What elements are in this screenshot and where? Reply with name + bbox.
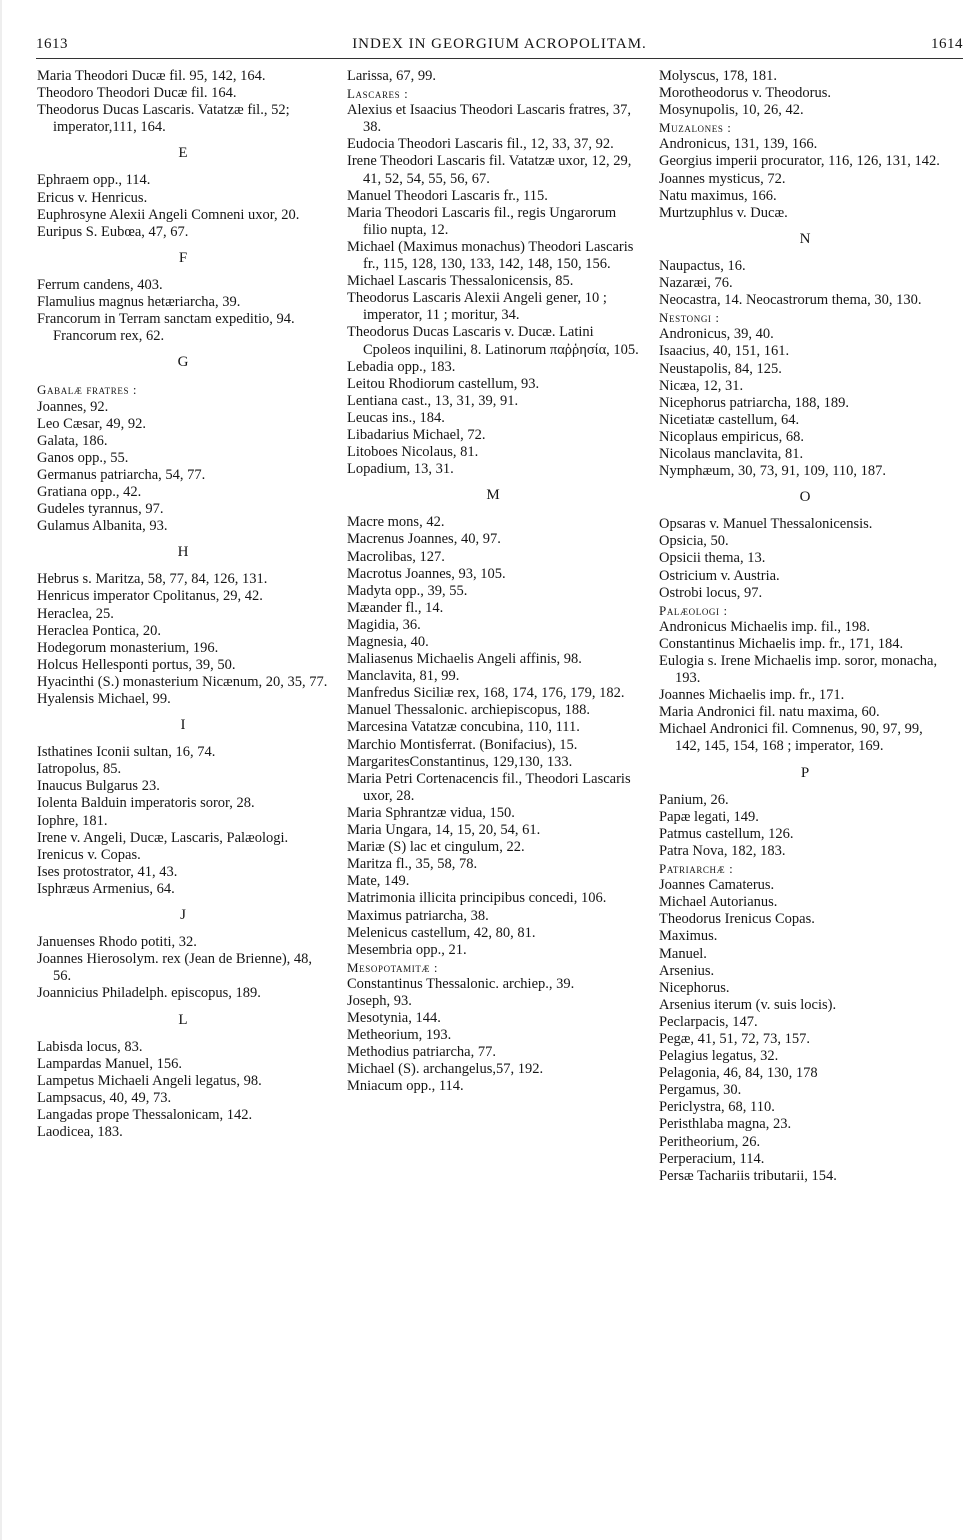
index-entry: Macrotus Joannes, 93, 105.	[347, 565, 506, 582]
index-entry: Persæ Tachariis tributarii, 154.	[659, 1167, 837, 1184]
index-entry: Panium, 26.	[659, 791, 729, 808]
index-entry: Georgius imperii procurator, 116, 126, 131, 142.	[659, 153, 940, 170]
index-entry: Pelagius legatus, 32.	[659, 1048, 779, 1065]
index-entry: Michael (Maximus monachus) Theodori Lascaris fr., 115, 128, 130, 133, 142, 148, 150, 156.	[347, 238, 634, 273]
index-entry: Opsicia, 50.	[659, 533, 729, 550]
index-entry: Manfredus Siciliæ rex, 168, 174, 176, 179, 182.	[347, 685, 625, 702]
index-entry: Joannes Michaelis imp. fr., 171.	[659, 687, 845, 704]
index-entry: Theodorus Ducas Lascaris. Vatatzæ fil., 52; imperator,111, 164.	[37, 102, 290, 136]
index-entry: Irene Theodori Lascaris fil. Vatatzæ uxor, 12, 29, 41, 52, 54, 55, 56, 67.	[347, 153, 632, 187]
index-entry: Holcus Hellesponti portus, 39, 50.	[37, 656, 236, 673]
index-entry: Hebrus s. Maritza, 58, 77, 84, 126, 131.	[37, 571, 268, 588]
index-entry: Arsenius iterum (v. suis locis).	[659, 996, 837, 1013]
index-entry: Joannes, 92.	[37, 398, 109, 415]
index-entry: Mariæ (S) lac et cingulum, 22.	[347, 839, 525, 856]
index-entry: Lampardas Manuel, 156.	[37, 1055, 182, 1072]
index-entry: Isthatines Iconii sultan, 16, 74.	[37, 744, 216, 761]
index-entry: Alexius et Isaacius Theodori Lascaris fratres, 37, 38.	[347, 102, 631, 136]
index-entry: Isphræus Armenius, 64.	[37, 880, 175, 897]
index-entry: Lampsacus, 40, 49, 73.	[37, 1089, 172, 1106]
index-entry: Michael Autorianus.	[659, 894, 778, 911]
index-entry: Larissa, 67, 99.	[347, 68, 436, 84]
left-page-number: 1613	[36, 36, 68, 52]
index-entry: Mosynupolis, 10, 26, 42.	[659, 102, 804, 119]
index-entry: Leo Cæsar, 49, 92.	[37, 415, 146, 432]
index-entry: Joannes Camaterus.	[659, 877, 775, 894]
family-group-heading: Nestongi :	[659, 310, 720, 326]
index-entry: Opsaras v. Manuel Thessalonicensis.	[659, 516, 873, 533]
index-entry: Nicolaus manclavita, 81.	[659, 445, 804, 462]
index-entry: Galata, 186.	[37, 432, 108, 449]
index-entry: Iolenta Balduin imperatoris soror, 28.	[37, 795, 255, 812]
index-entry: Iatropolus, 85.	[37, 761, 122, 778]
letter-heading: J	[180, 907, 186, 924]
index-entry: Maria Theodori Lascaris fil., regis Ungarorum filio nupta, 12.	[347, 204, 617, 238]
index-entry: Theodorus Irenicus Copas.	[659, 911, 815, 928]
index-entry: Ericus v. Henricus.	[37, 189, 148, 206]
index-entry: Mesembria opp., 21.	[347, 941, 467, 958]
index-entry: Irene v. Angeli, Ducæ, Lascaris, Palæologi.	[37, 829, 289, 846]
letter-heading: N	[799, 230, 811, 247]
letter-heading: M	[486, 487, 500, 504]
index-entry: Maximus.	[659, 928, 718, 945]
index-entry: Leucas ins., 184.	[347, 409, 445, 426]
index-entry: Matrimonia illicita principibus concedi, 106.	[347, 890, 607, 907]
index-entry: Maria Theodori Ducæ fil. 95, 142, 164.	[37, 68, 266, 84]
index-entry: Heraclea, 25.	[37, 605, 114, 622]
index-entry: Joannes mysticus, 72.	[659, 170, 786, 187]
index-entry: Murtzuphlus v. Ducæ.	[659, 204, 788, 221]
index-entry: Andronicus, 39, 40.	[659, 326, 774, 343]
index-entry: Francorum in Terram sanctam expeditio, 94. Francorum rex, 62.	[37, 311, 295, 345]
index-entry: Nicetiatæ castellum, 64.	[659, 411, 800, 428]
letter-heading: H	[177, 544, 189, 561]
index-entry: Nymphæum, 30, 73, 91, 109, 110, 187.	[659, 463, 887, 480]
index-entry: Marchio Montisferrat. (Bonifacius), 15.	[347, 736, 578, 753]
index-entry: Inaucus Bulgarus 23.	[37, 778, 160, 795]
index-column-2	[347, 68, 639, 1096]
index-entry: Ostrobi locus, 97.	[659, 584, 763, 601]
index-entry: Lampetus Michaeli Angeli legatus, 98.	[37, 1072, 262, 1089]
index-entry: Arsenius.	[659, 962, 715, 979]
index-entry: Morotheodorus v. Theodorus.	[659, 85, 831, 102]
index-entry: Nicephorus patriarcha, 188, 189.	[659, 394, 850, 411]
index-entry: Theodoro Theodori Ducæ fil. 164.	[37, 85, 237, 102]
index-entry: Isaacius, 40, 151, 161.	[659, 343, 790, 360]
index-entry: Labisda locus, 83.	[37, 1038, 143, 1055]
letter-heading: E	[178, 145, 188, 162]
index-entry: Natu maximus, 166.	[659, 187, 777, 204]
family-group-heading: Gabalæ fratres :	[37, 382, 138, 398]
index-entry: Nicoplaus empiricus, 68.	[659, 428, 804, 445]
index-entry: Germanus patriarcha, 54, 77.	[37, 466, 206, 483]
index-entry: Hyalensis Michael, 99.	[37, 691, 171, 707]
index-entry: Laodicea, 183.	[37, 1124, 123, 1141]
index-entry: Theodorus Lascaris Alexii Angeli gener, 10 ; imperator, 11 ; moritur, 34.	[347, 290, 607, 324]
index-entry: Magidia, 36.	[347, 616, 421, 633]
right-page-number: 1614	[931, 36, 963, 52]
letter-heading: L	[178, 1011, 188, 1028]
index-entry: Andronicus, 131, 139, 166.	[659, 136, 818, 153]
family-group-heading: Mesopotamitæ :	[347, 959, 439, 975]
index-entry: Lopadium, 13, 31.	[347, 461, 454, 478]
index-entry: Gratiana opp., 42.	[37, 483, 142, 500]
family-group-heading: Muzalones :	[659, 120, 732, 136]
index-column-1	[37, 68, 329, 1141]
index-entry: Macrolibas, 127.	[347, 548, 445, 565]
index-entry: Mate, 149.	[347, 873, 410, 890]
header-rule	[36, 58, 963, 59]
index-entry: Andronicus Michaelis imp. fil., 198.	[659, 618, 871, 635]
index-entry: Heraclea Pontica, 20.	[37, 622, 162, 639]
index-entry: Theodorus Ducas Lascaris v. Ducæ. Latini Cpoleos inquilini, 8. Latinorum παῤῥησία, 105.	[347, 324, 639, 358]
letter-heading: I	[180, 717, 186, 734]
index-entry: Papæ legati, 149.	[659, 808, 759, 825]
page-edge	[0, 0, 2, 1540]
index-entry: Nicæa, 12, 31.	[659, 377, 744, 394]
index-entry: Gulamus Albanita, 93.	[37, 518, 168, 535]
index-entry: Peristhlaba magna, 23.	[659, 1116, 792, 1133]
index-entry: Nazaræi, 76.	[659, 275, 733, 292]
index-entry: Maritza fl., 35, 58, 78.	[347, 856, 478, 873]
index-entry: Michael (S). archangelus,57, 192.	[347, 1061, 544, 1078]
index-entry: Leitou Rhodiorum castellum, 93.	[347, 375, 540, 392]
index-entry: Michael Andronici fil. Comnenus, 90, 97, 99, 142, 145, 154, 168 ; imperator, 169.	[659, 721, 923, 755]
letter-heading: O	[799, 489, 811, 506]
index-entry: Peritheorium, 26.	[659, 1133, 761, 1150]
index-entry: Ferrum candens, 403.	[37, 276, 163, 293]
index-entry: Periclystra, 68, 110.	[659, 1099, 775, 1116]
index-entry: Lebadia opp., 183.	[347, 358, 456, 375]
index-entry: Michael Lascaris Thessalonicensis, 85.	[347, 273, 574, 290]
index-entry: Magnesia, 40.	[347, 634, 429, 650]
index-entry: Eulogia s. Irene Michaelis imp. soror, monacha, 193.	[659, 653, 938, 687]
running-title: INDEX IN GEORGIUM ACROPOLITAM.	[352, 36, 647, 52]
index-entry: Mesotynia, 144.	[347, 1010, 441, 1027]
family-group-heading: Patriarchæ :	[659, 861, 734, 877]
family-group-heading: Lascares :	[347, 86, 409, 102]
index-entry: Iophre, 181.	[37, 812, 108, 829]
index-entry: Constantinus Thessalonic. archiep., 39.	[347, 975, 575, 992]
index-entry: Manuel.	[659, 945, 707, 962]
index-entry: Ises protostrator, 41, 43.	[37, 863, 178, 880]
index-entry: Maria Petri Cortenacencis fil., Theodori Lascaris uxor, 28.	[347, 770, 631, 804]
index-entry: Manclavita, 81, 99.	[347, 668, 460, 685]
index-entry: Hodegorum monasterium, 196.	[37, 639, 219, 656]
index-entry: Libadarius Michael, 72.	[347, 426, 486, 443]
index-entry: Macre mons, 42.	[347, 514, 445, 531]
index-entry: Maximus patriarcha, 38.	[347, 907, 489, 924]
index-entry: Mniacum opp., 114.	[347, 1078, 464, 1095]
index-entry: MargaritesConstantinus, 129,130, 133.	[347, 753, 573, 770]
index-entry: Maria Andronici fil. natu maxima, 60.	[659, 704, 880, 721]
index-entry: Perperacium, 114.	[659, 1150, 765, 1167]
index-entry: Joannicius Philadelph. episcopus, 189.	[37, 985, 261, 1002]
index-entry: Melenicus castellum, 42, 80, 81.	[347, 924, 536, 941]
index-entry: Patmus castellum, 126.	[659, 825, 794, 842]
index-entry: Litoboes Nicolaus, 81.	[347, 444, 479, 461]
index-entry: Lentiana cast., 13, 31, 39, 91.	[347, 392, 519, 409]
index-entry: Ganos opp., 55.	[37, 449, 129, 466]
index-entry: Joannes Hierosolym. rex (Jean de Brienne), 48, 56.	[37, 951, 313, 985]
index-entry: Nicephorus.	[659, 979, 730, 996]
index-entry: Maria Sphrantzæ vidua, 150.	[347, 804, 515, 821]
index-entry: Madyta opp., 39, 55.	[347, 582, 468, 599]
index-entry: Gudeles tyrannus, 97.	[37, 501, 164, 518]
index-entry: Euripus S. Eubœa, 47, 67.	[37, 223, 189, 240]
index-entry: Naupactus, 16.	[659, 257, 746, 274]
index-entry: Neustapolis, 84, 125.	[659, 360, 782, 377]
family-group-heading: Palæologi :	[659, 602, 728, 618]
index-entry: Pergamus, 30.	[659, 1082, 742, 1099]
index-entry: Neocastra, 14. Neocastrorum thema, 30, 130.	[659, 292, 922, 309]
index-entry: Marcesina Vatatzæ concubina, 110, 111.	[347, 719, 580, 736]
index-entry: Metheorium, 193.	[347, 1027, 452, 1044]
index-entry: Langadas prope Thessalonicam, 142.	[37, 1106, 253, 1123]
index-entry: Joseph, 93.	[347, 992, 412, 1009]
letter-heading: F	[178, 249, 188, 266]
index-column-3	[659, 68, 951, 1185]
index-entry: Manuel Theodori Lascaris fr., 115.	[347, 187, 548, 204]
letter-heading: G	[177, 354, 189, 371]
index-entry: Maliasenus Michaelis Angeli affinis, 98.	[347, 651, 582, 668]
index-entry: Peclarpacis, 147.	[659, 1013, 758, 1030]
index-entry: Ephraem opp., 114.	[37, 172, 151, 189]
index-entry: Macrenus Joannes, 40, 97.	[347, 531, 501, 548]
index-entry: Molyscus, 178, 181.	[659, 68, 778, 84]
index-entry: Hyacinthi (S.) monasterium Nicænum, 20, 35, 77.	[37, 673, 328, 690]
index-entry: Opsicii thema, 13.	[659, 550, 766, 567]
index-entry: Ostricium v. Austria.	[659, 567, 780, 584]
index-entry: Constantinus Michaelis imp. fr., 171, 184.	[659, 635, 904, 652]
index-entry: Henricus imperator Cpolitanus, 29, 42.	[37, 588, 263, 605]
index-entry: Irenicus v. Copas.	[37, 846, 141, 863]
running-header	[36, 36, 963, 56]
letter-heading: P	[800, 764, 810, 781]
index-entry: Maria Ungara, 14, 15, 20, 54, 61.	[347, 822, 541, 839]
index-entry: Manuel Thessalonic. archiepiscopus, 188.	[347, 702, 590, 719]
index-entry: Patra Nova, 182, 183.	[659, 842, 786, 859]
index-entry: Methodius patriarcha, 77.	[347, 1044, 496, 1061]
index-entry: Pegæ, 41, 51, 72, 73, 157.	[659, 1030, 811, 1047]
index-entry: Pelagonia, 46, 84, 130, 178	[659, 1065, 818, 1082]
index-entry: Mæander fl., 14.	[347, 599, 444, 616]
index-entry: Eudocia Theodori Lascaris fil., 12, 33, 37, 92.	[347, 136, 614, 153]
index-entry: Januenses Rhodo potiti, 32.	[37, 934, 197, 951]
index-entry: Flamulius magnus hetæriarcha, 39.	[37, 294, 241, 311]
index-entry: Euphrosyne Alexii Angeli Comneni uxor, 20.	[37, 206, 300, 223]
